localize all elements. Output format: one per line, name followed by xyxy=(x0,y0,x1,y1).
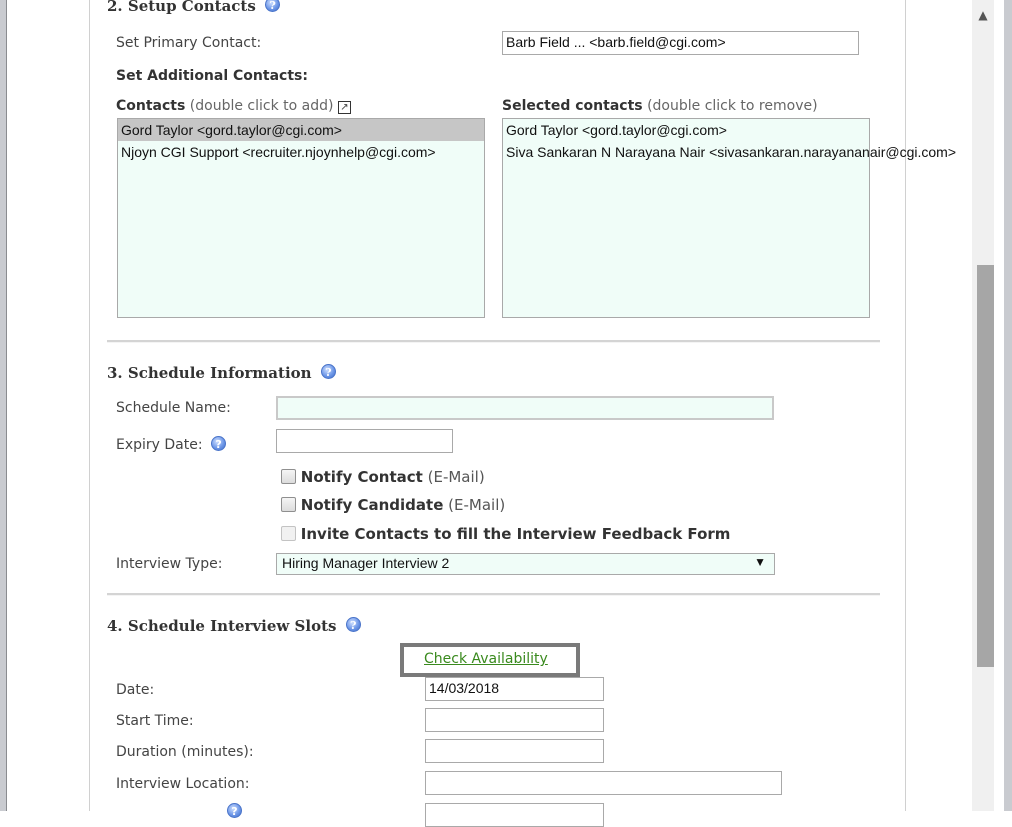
contacts-listbox[interactable] xyxy=(117,118,485,318)
invite-contacts-option xyxy=(281,525,730,543)
next-field-input[interactable] xyxy=(425,803,604,827)
interview-location-label: Interview Location: xyxy=(116,776,250,792)
expiry-date-label: Expiry Date: xyxy=(116,437,203,453)
interview-type-label: Interview Type: xyxy=(116,556,223,572)
duration-label: Duration (minutes): xyxy=(116,744,254,760)
selected-contacts-hint: (double click to remove) xyxy=(647,98,818,114)
section-4-title xyxy=(107,617,361,635)
selected-contacts-label xyxy=(502,98,818,114)
selected-contact-option[interactable]: Gord Taylor <gord.taylor@cgi.com> xyxy=(506,122,727,138)
selected-contacts-listbox[interactable] xyxy=(502,118,956,318)
contacts-heading: Contacts xyxy=(116,98,186,114)
primary-contact-field[interactable]: Barb Field ... <barb.field@cgi.com> xyxy=(502,31,859,55)
notify-contact-label: Notify Contact xyxy=(300,468,423,486)
notify-contact-option[interactable] xyxy=(281,468,485,486)
contacts-hint: (double click to add) xyxy=(189,98,334,114)
notify-candidate-label: Notify Candidate xyxy=(300,496,444,514)
contact-option[interactable]: Gord Taylor <gord.taylor@cgi.com> xyxy=(118,119,484,141)
date-input[interactable]: 14/03/2018 xyxy=(425,677,604,701)
schedule-name-input[interactable] xyxy=(276,396,774,420)
date-label: Date: xyxy=(116,682,155,698)
selected-contact-option[interactable]: Siva Sankaran N Narayana Nair <sivasankaran.narayananair@cgi.com> xyxy=(506,144,956,160)
help-icon[interactable]: ? xyxy=(227,803,242,818)
expiry-date-row xyxy=(116,436,226,453)
section-divider xyxy=(107,340,880,343)
check-availability-link[interactable]: Check Availability xyxy=(424,651,548,667)
help-icon[interactable]: ? xyxy=(321,364,336,379)
help-icon[interactable]: ? xyxy=(211,436,226,451)
expiry-date-input[interactable] xyxy=(276,429,453,453)
section-2-title xyxy=(107,0,280,15)
section-3-title xyxy=(107,364,336,382)
scroll-up-arrow-icon[interactable]: ▲ xyxy=(972,0,994,30)
interview-type-select[interactable] xyxy=(276,553,775,575)
help-icon[interactable]: ? xyxy=(346,617,361,632)
contact-option[interactable]: Njoyn CGI Support <recruiter.njoynhelp@cgi.com> xyxy=(121,144,436,160)
interview-type-value: Hiring Manager Interview 2 xyxy=(282,555,450,571)
help-icon[interactable]: ? xyxy=(265,0,280,12)
section-divider xyxy=(107,593,880,596)
dropdown-arrow-icon: ▼ xyxy=(754,555,766,569)
invite-contacts-label: Invite Contacts to fill the Interview Feedback Form xyxy=(300,525,731,543)
check-availability-link-wrap xyxy=(424,651,548,667)
notify-candidate-option[interactable] xyxy=(281,496,505,514)
section-2-title-text: 2. Setup Contacts xyxy=(107,0,256,15)
primary-contact-label: Set Primary Contact: xyxy=(116,35,262,51)
window-edge-right xyxy=(1004,0,1012,811)
interview-location-input[interactable] xyxy=(425,771,782,795)
contacts-list-label xyxy=(116,98,351,114)
section-3-title-text: 3. Schedule Information xyxy=(107,364,312,382)
window-edge-left xyxy=(0,0,7,811)
schedule-name-label: Schedule Name: xyxy=(116,400,231,416)
notify-contact-checkbox[interactable] xyxy=(281,469,296,484)
additional-contacts-label: Set Additional Contacts: xyxy=(116,68,308,84)
start-time-label: Start Time: xyxy=(116,713,194,729)
help-icon-partial xyxy=(227,803,245,818)
popout-icon[interactable]: ↗ xyxy=(338,101,351,114)
notify-contact-sub: (E-Mail) xyxy=(427,468,485,486)
notify-candidate-checkbox[interactable] xyxy=(281,497,296,512)
notify-candidate-sub: (E-Mail) xyxy=(448,496,506,514)
scrollbar-thumb[interactable] xyxy=(977,265,994,667)
invite-contacts-checkbox xyxy=(281,526,296,541)
selected-contacts-heading: Selected contacts xyxy=(502,98,643,114)
section-4-title-text: 4. Schedule Interview Slots xyxy=(107,617,337,635)
duration-input[interactable] xyxy=(425,739,604,763)
start-time-input[interactable] xyxy=(425,708,604,732)
